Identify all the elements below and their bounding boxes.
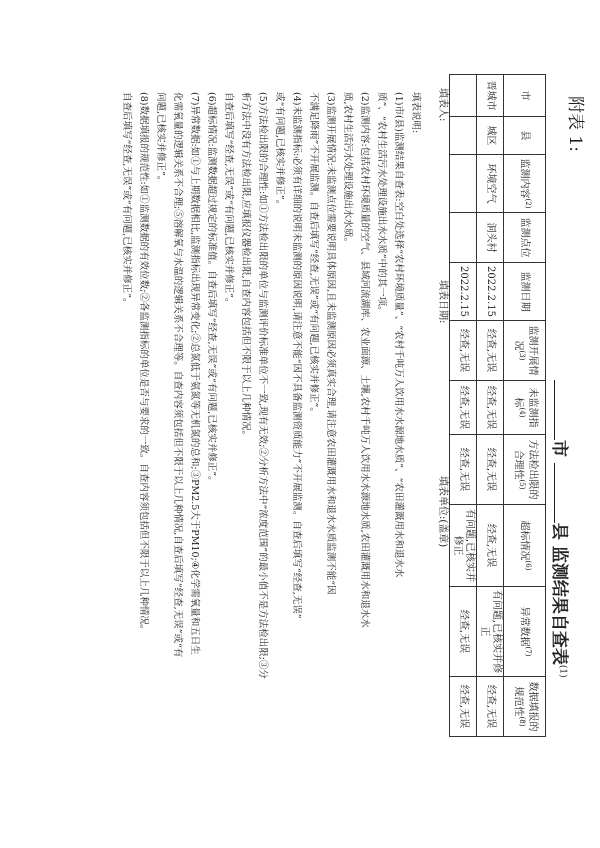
column-header (504, 505, 546, 587)
unit-label: 填表单位:(盖章) (437, 476, 448, 548)
table-row (450, 75, 477, 737)
column-header-label: 监测点位 (519, 217, 531, 258)
column-header-note: (3) (517, 350, 526, 361)
column-header-label: 异常数据 (518, 606, 530, 647)
table-cell: 晋城市 (477, 75, 504, 117)
instruction-line: 问题,已核实并修正”。 (155, 92, 166, 186)
table-cell: 经查,无误 (450, 587, 477, 677)
instruction-line: 质,农村生活污水处理设施出水水质。 (342, 92, 353, 248)
column-header-label: 方法检出限的合理性 (512, 439, 538, 500)
filler-label: 填表人: (437, 88, 448, 122)
table-cell: 经查,无误 (450, 381, 477, 435)
table-cell: 经查,无误 (450, 321, 477, 381)
column-header-label: 超标情况 (518, 520, 530, 561)
column-header-note: (8) (517, 716, 526, 727)
instruction-line: 化需氧量的逻辑关系不合理;⑤溶解氧与水温的逻辑关系不合理等。自查内容须包括但不限于以上几种情况,自查后填写“经查,无误”或“有 (172, 92, 183, 658)
instruction-line: (3)监测开展情况:未监测点位需要说明具体原因,且未监测原因必须真实合理,请注意农田灌溉用水和退水水质监测不能“因 (325, 92, 336, 595)
column-header-label: 数据填报的规范性 (512, 681, 538, 732)
column-header (504, 677, 546, 737)
page-title (549, 380, 574, 678)
column-header (504, 117, 546, 155)
table-cell: 城区 (477, 117, 504, 155)
table-cell (450, 117, 477, 155)
table-cell: 经查,无误 (477, 677, 504, 737)
column-header-label: 未监测指标 (512, 387, 538, 428)
column-header-note: (4) (517, 407, 526, 418)
instruction-line: 自查后填写“经查,无误”或“有问题,已核实并修正”。 (223, 92, 234, 308)
table-cell: 经查,无误 (477, 321, 504, 381)
instruction-line: (4)未监测指标:必须有详细的说明未监测的原因说明,请注意不能“因不具备监测资质能力”不开展监测。自查后填写“经查,无误” (291, 92, 302, 619)
column-header (504, 321, 546, 381)
table-cell: 经查,无误 (477, 505, 504, 587)
column-header-note: (6) (523, 560, 532, 571)
column-header-note: (2) (523, 198, 532, 209)
column-header (504, 587, 546, 677)
table-cell: 经查,无误 (477, 381, 504, 435)
attachment-label: 附表 1: (565, 96, 585, 152)
table-cell: 有问题,已核实并修正 (477, 587, 504, 677)
instruction-line: 自查后填写“经查,无误”或“有问题,已核实并修正”。 (121, 92, 132, 308)
column-header-label: 市 (519, 90, 531, 101)
county-blank (554, 463, 555, 523)
column-header-label: 监测内容 (518, 158, 530, 199)
date-label: 填表日期: (437, 280, 448, 324)
table-body (450, 75, 504, 737)
table-row (477, 75, 504, 737)
city-label: 市 (549, 440, 569, 457)
county-label: 县 (549, 522, 569, 540)
table-cell: 经查,无误 (450, 677, 477, 737)
title-note: (1) (557, 664, 568, 678)
column-header (504, 75, 546, 117)
instruction-line: 析方法中没有方法检出限,应填报仪器检出限,自查内容包括但不限于以上几种情况。 (240, 92, 251, 441)
table-cell (450, 75, 477, 117)
title-main: 监测结果自查表 (549, 545, 569, 665)
table-cell: 经查,无误 (477, 435, 504, 505)
city-blank (554, 380, 555, 440)
column-header-note: (5) (517, 479, 526, 490)
table-cell: 洞头村 (477, 213, 504, 263)
table-cell: 2022.2.15 (450, 263, 477, 321)
column-header-label: 县 (519, 130, 531, 141)
table-cell (450, 213, 477, 263)
results-table (449, 74, 546, 737)
instruction-line: (2)监测内容:包括农村环境质量的空气、县域河流湖库、农业面源、土壤,农村千吨万人饮用水水源地水质,农田灌溉用水和退水水 (359, 92, 370, 628)
instructions (118, 92, 424, 782)
instruction-line: (7)异常数据:如①与上期数据相比,监测指标出现异常变化;②总氮低于氨氮等无机氮的总和;③PM2.5大于PM10;④化学需氧量和五日生 (189, 92, 200, 655)
column-header-note: (7) (523, 646, 532, 657)
instruction-line: (5)方法检出限的合理性:如①方法检出限的单位与监测评价标准单位不一致,现有无效;②分析方法中“浓度范围”的最小值不是方法检出限;③分 (257, 92, 268, 679)
column-header (504, 155, 546, 213)
table-header-row (504, 75, 546, 737)
instruction-line: (8)数据填报的规范性:如①监测数据的有效位数;②各监测指标的单位是否与要求的一致。自查内容须包括但不限于以上几种情况。 (138, 92, 149, 635)
column-header (504, 213, 546, 263)
instructions-heading: 填表说明: (410, 92, 421, 134)
column-header-label: 监测日期 (519, 271, 531, 312)
table-cell: 有问题,已核实并修正 (450, 505, 477, 587)
table-cell (450, 155, 477, 213)
table-cell: 环境空气 (477, 155, 504, 213)
column-header-label: 监测开展情况 (512, 325, 538, 376)
table-cell: 经查,无误 (450, 435, 477, 505)
column-header (504, 381, 546, 435)
instruction-line: 或“有问题,已核实并修正”。 (274, 92, 285, 210)
instruction-line: (6)超标情况:监测数据超过规定的标准值。自查后填写“经查,无误”或“有问题,已核实并修正”。 (206, 92, 217, 486)
instruction-line: 质”、“农村生活污水处理设施出水水质”中的其一项。 (376, 92, 387, 316)
instruction-line: 不满足降雨”不开展监测。自查后填写“经查,无误”或“有问题,已核实并修正”。 (308, 92, 319, 417)
table-cell: 2022.2.15 (477, 263, 504, 321)
column-header (504, 263, 546, 321)
instruction-line: (1)市(县)监测结果自查表:空白处选择“农村环境质量”、“农村千吨万人饮用水水源地水质”、“农田灌溉用水和退水水 (393, 92, 404, 578)
column-header (504, 435, 546, 505)
